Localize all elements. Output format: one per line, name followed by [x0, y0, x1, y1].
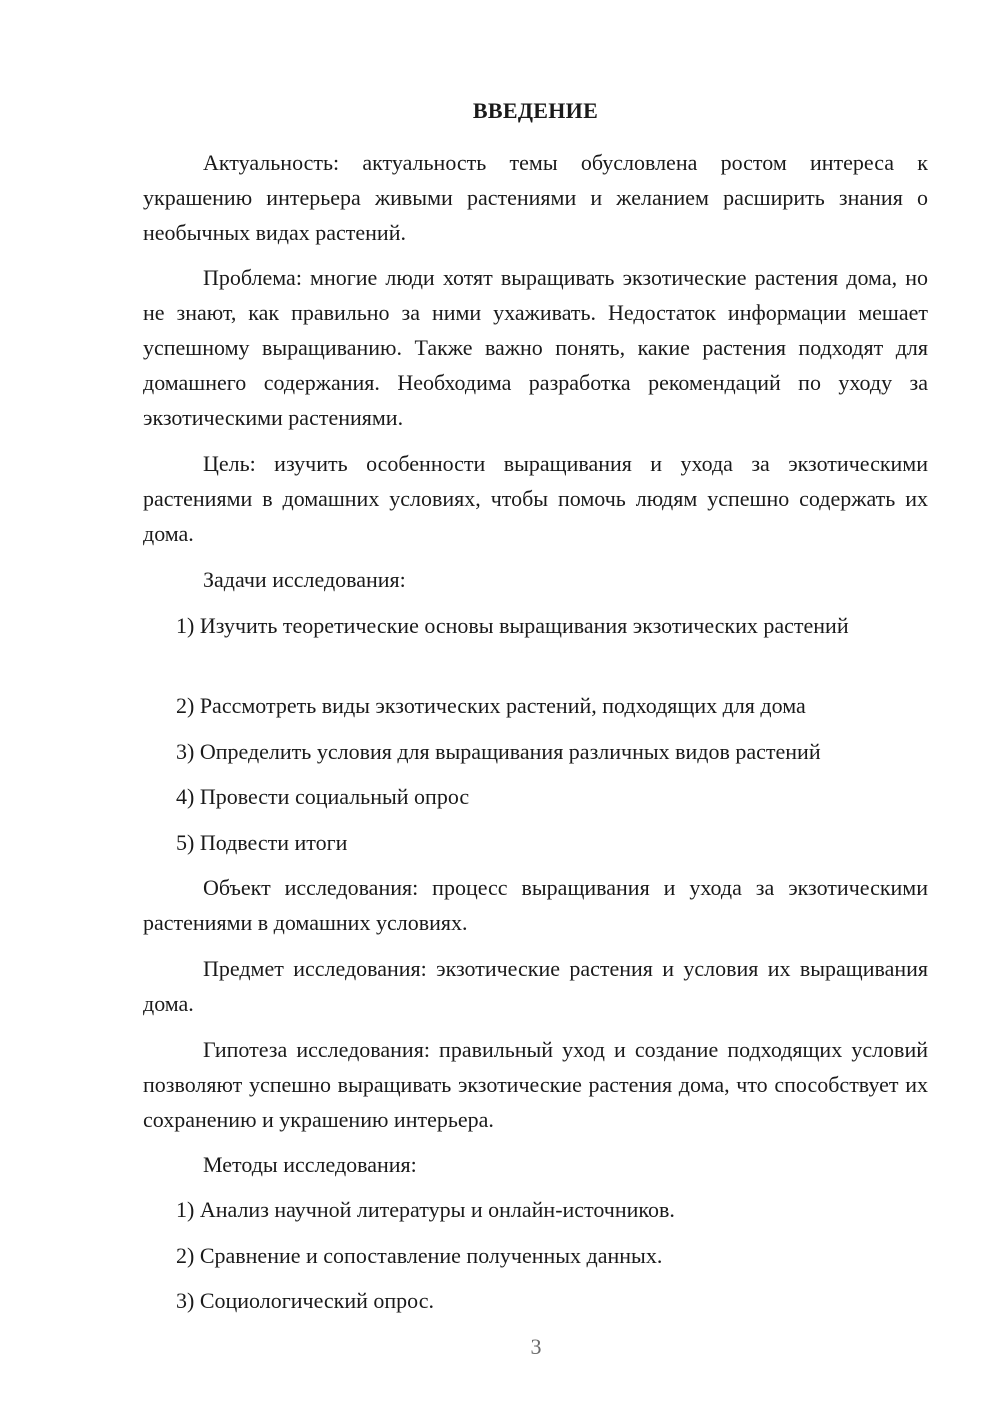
problem-paragraph: Проблема: многие люди хотят выращивать экзотические растения дома, но не знают, как правильно за ними ухаживать. Недостаток информации мешает успешному выращиванию. Также важно понять, какие растения подходят для домашнего содержания. Необходима разработка рекомендаций по уходу за экзотическими растениями.: [143, 265, 928, 430]
goal-paragraph: Цель: изучить особенности выращивания и ухода за экзотическими растениями в домашних условиях, чтобы помочь людям успешно содержать их дома.: [143, 451, 928, 546]
hypothesis-paragraph: Гипотеза исследования: правильный уход и создание подходящих условий позволяют успешно выращивать экзотические растения дома, что способствует их сохранению и украшению интерьера.: [143, 1037, 928, 1132]
method-item: 2) Сравнение и сопоставление полученных данных.: [176, 1243, 663, 1268]
task-item: 4) Провести социальный опрос: [176, 784, 470, 809]
page-title: ВВЕДЕНИЕ: [472, 98, 599, 123]
task-item: 5) Подвести итоги: [176, 830, 348, 855]
method-item: 1) Анализ научной литературы и онлайн-источников.: [176, 1197, 675, 1222]
object-paragraph: Объект исследования: процесс выращивания и ухода за экзотическими растениями в домашних условиях.: [143, 875, 928, 935]
method-item: 3) Социологический опрос.: [176, 1288, 434, 1313]
page-number: 3: [530, 1334, 542, 1359]
relevance-paragraph: Актуальность: актуальность темы обусловлена ростом интереса к украшению интерьера живыми растениями и желанием расширить знания о необычных видах растений.: [143, 150, 928, 245]
tasks-heading: Задачи исследования:: [203, 567, 406, 592]
task-item: 2) Рассмотреть виды экзотических растений, подходящих для дома: [176, 693, 806, 718]
methods-heading: Методы исследования:: [203, 1152, 417, 1177]
task-item: 1) Изучить теоретические основы выращивания экзотических растений: [176, 613, 849, 638]
task-item: 3) Определить условия для выращивания различных видов растений: [176, 739, 821, 764]
subject-paragraph: Предмет исследования: экзотические растения и условия их выращивания дома.: [143, 956, 928, 1016]
